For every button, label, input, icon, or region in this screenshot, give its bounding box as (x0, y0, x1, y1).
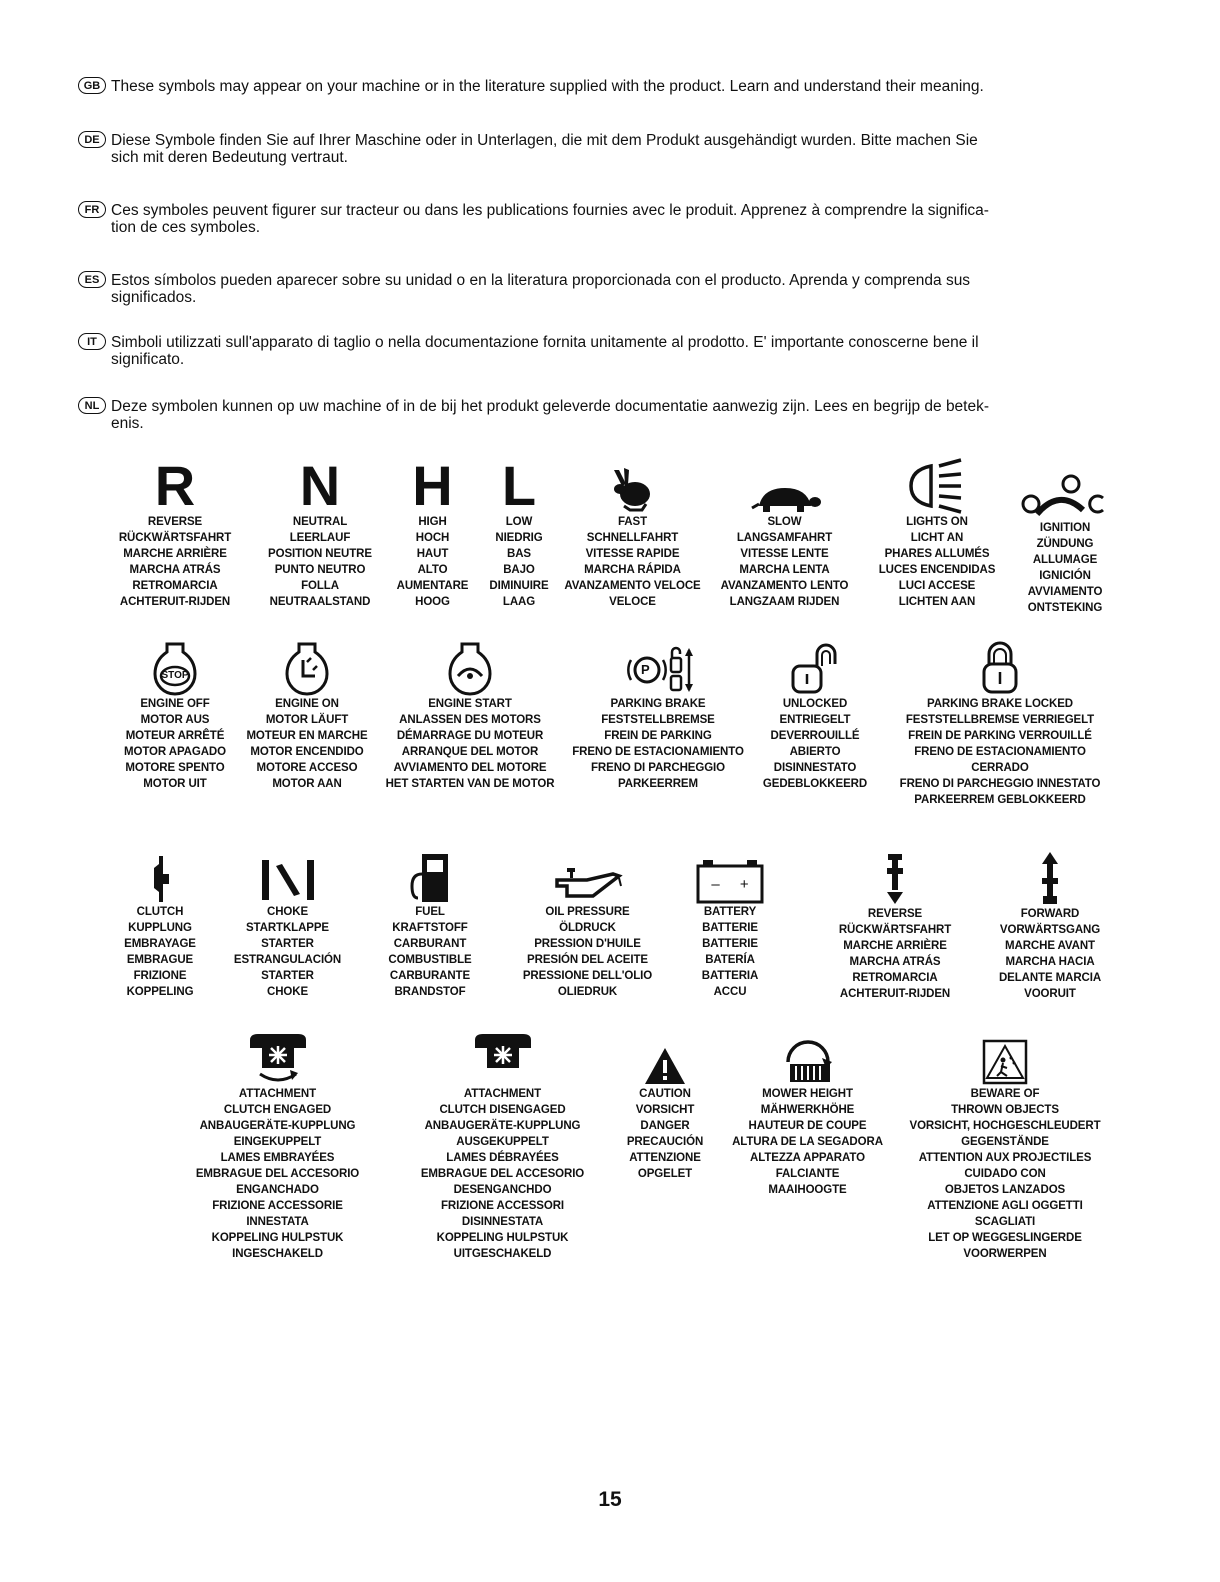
engine-start-icon (444, 640, 496, 696)
unlocked-icon (787, 640, 843, 696)
intro-text: Diese Symbole finden Sie auf Ihrer Maschine oder in Unterlagen, die mit dem Produkt ausgehändigt wurden. Bitte machen Sie (111, 132, 978, 149)
symbol-label: SLOW LANGSAMFAHRT VITESSE LENTE MARCHA LENTA AVANZAMENTO LENTO LANGZAAM RIJDEN (720, 516, 849, 608)
language-badge-nl: NL (78, 397, 106, 414)
mower-height-icon (778, 1034, 838, 1086)
fuel-icon (408, 852, 452, 904)
reverse-lever-icon (883, 850, 907, 906)
symbol-label: PARKING BRAKE LOCKED FESTSTELLBREMSE VERRIEGELT FREIN DE PARKING VERROUILLÉ FRENO DE ESTACIONAMIENTO CERRADO FRENO DI PARCHEGGIO INNESTATO PARKEERREM GEBLOKKEERD (899, 698, 1101, 806)
symbol-label: HIGH HOCH HAUT ALTO AUMENTARE HOOG (396, 516, 469, 608)
symbol-engine-off (110, 634, 240, 792)
ignition-icon (1019, 474, 1111, 520)
parking-p-text: P (641, 662, 650, 677)
choke-icon (258, 856, 318, 904)
headlight-icon (905, 456, 969, 514)
parking-brake-locked-icon (980, 640, 1020, 696)
intro-text-cont: tion de ces symboles. (111, 219, 261, 236)
symbol-label: ENGINE ON MOTOR LÄUFT MOTEUR EN MARCHE MOTOR ENCENDIDO MOTORE ACCESO MOTOR AAN (246, 698, 368, 790)
symbol-label: LIGHTS ON LICHT AN PHARES ALLUMÉS LUCES ENCENDIDAS LUCI ACCESE LICHTEN AAN (878, 516, 996, 608)
caution-icon (643, 1046, 687, 1086)
symbol-high (385, 452, 480, 610)
symbol-label: ENGINE START ANLASSEN DES MOTORS DÉMARRAGE DU MOTEUR ARRANQUE DEL MOTOR AVVIAMENTO DEL MOTORE HET STARTEN VAN DE MOTOR (385, 698, 555, 790)
symbol-fast (555, 452, 710, 610)
intro-nl (78, 398, 1138, 432)
symbol-reverse (100, 452, 250, 610)
language-badge-es: ES (78, 271, 106, 288)
symbol-label: ENGINE OFF MOTOR AUS MOTEUR ARRÊTÉ MOTOR APAGADO MOTORE SPENTO MOTOR UIT (124, 698, 226, 790)
intro-text: These symbols may appear on your machine or in the literature supplied with the product. Learn and understand their meaning. (111, 78, 984, 95)
symbol-label: ATTACHMENT CLUTCH DISENGAGED ANBAUGERÄTE-KUPPLUNG AUSGEKUPPELT LAMES DÉBRAYÉES EMBRAGUE DEL ACCESORIO DESENGANCHDO FRIZIONE ACCESSORI DISINNESTATA KOPPELING HULPSTUK UITGESCHAKELD (420, 1088, 585, 1260)
symbol-fuel (375, 842, 485, 1000)
symbol-label: FUEL KRAFTSTOFF CARBURANT COMBUSTIBLE CARBURANTE BRANDSTOF (388, 906, 472, 998)
symbol-label: LOW NIEDRIG BAS BAJO DIMINUIRE LAAG (489, 516, 549, 608)
symbol-reverse-lever (820, 844, 970, 1002)
symbol-label: FAST SCHNELLFAHRT VITESSE RAPIDE MARCHA RÁPIDA AVANZAMENTO VELOCE VELOCE (564, 516, 701, 608)
engine-on-icon (281, 640, 333, 696)
symbol-label: IGNITION ZÜNDUNG ALLUMAGE IGNICIÓN AVVIAMENTO ONTSTEKING (1027, 522, 1103, 614)
battery-terminals-text: – + (711, 876, 749, 893)
symbol-low (480, 452, 558, 610)
turtle-icon (749, 484, 821, 514)
language-badge-it: IT (78, 333, 106, 350)
symbol-forward-lever (985, 844, 1115, 1002)
intro-text-cont: significados. (111, 289, 197, 306)
symbol-slow (712, 452, 857, 610)
symbol-lights-on (862, 452, 1012, 610)
symbol-label: CAUTION VORSICHT DANGER PRECAUCIÓN ATTENZIONE OPGELET (626, 1088, 704, 1180)
attachment-disengaged-icon (471, 1030, 535, 1086)
symbol-label: OIL PRESSURE ÖLDRUCK PRESSION D'HUILE PRESIÓN DEL ACEITE PRESSIONE DELL'OLIO OLIEDRUK (522, 906, 653, 998)
intro-text-cont: significato. (111, 351, 185, 368)
intro-text: Deze symbolen kunnen op uw machine of in de bij het produkt geleverde documentatie aanwezig zijn. Lees en begrijp de betek- (111, 398, 990, 415)
language-badge-gb: GB (78, 77, 106, 94)
thrown-objects-icon (981, 1038, 1029, 1086)
symbol-label: CHOKE STARTKLAPPE STARTER ESTRANGULACIÓN STARTER CHOKE (233, 906, 342, 998)
symbol-unlocked (745, 634, 885, 792)
symbol-ignition (1010, 458, 1120, 616)
symbol-parking-brake (558, 634, 758, 792)
low-letter: L (501, 454, 537, 517)
symbol-label: NEUTRAL LEERLAUF POSITION NEUTRE PUNTO NEUTRO FOLLA NEUTRAALSTAND (268, 516, 372, 608)
symbol-battery (680, 842, 780, 1000)
symbol-label: MOWER HEIGHT MÄHWERKHÖHE HAUTEUR DE COUPE ALTURA DE LA SEGADORA ALTEZZA APPARATO FALCIANTE MAAIHOOGTE (732, 1088, 883, 1196)
engine-off-icon (149, 640, 201, 696)
symbol-mower-height (715, 1024, 900, 1198)
high-letter: H (412, 454, 453, 517)
battery-icon (695, 858, 765, 904)
reverse-letter: R (154, 454, 196, 517)
symbol-label: REVERSE RÜCKWÄRTSFAHRT MARCHE ARRIÈRE MARCHA ATRÁS RETROMARCIA ACHTERUIT-RIJDEN (118, 516, 232, 608)
intro-es (78, 272, 1138, 306)
intro-text: Estos símbolos pueden aparecer sobre su unidad o en la literatura proporcionada con el producto. Aprenda y comprenda sus (111, 272, 971, 289)
symbol-label: BEWARE OF THROWN OBJECTS VORSICHT, HOCHGESCHLEUDERT GEGENSTÄNDE ATTENTION AUX PROJECTILES CUIDADO CON OBJETOS LANZADOS ATTENZIONE AGLI OGGETTI SCAGLIATI LET OP WEGGESLINGERDE VOORWERPEN (909, 1088, 1101, 1260)
symbol-engine-on (237, 634, 377, 792)
intro-text: Simboli utilizzati sull'apparato di taglio o nella documentazione fornita unitamente al prodotto. E' importante conoscerne bene il (111, 334, 979, 351)
clutch-icon (148, 854, 172, 904)
symbol-attachment-disengaged (405, 1024, 600, 1262)
symbol-label: BATTERY BATTERIE BATTERIE BATERÍA BATTERIA ACCU (701, 906, 759, 998)
symbol-label: PARKING BRAKE FESTSTELLBREMSE FREIN DE PARKING FRENO DE ESTACIONAMIENTO FRENO DI PARCHEGGIO PARKEERREM (572, 698, 744, 790)
forward-lever-icon (1038, 850, 1062, 906)
symbol-engine-start (370, 634, 570, 792)
symbol-caution (615, 1024, 715, 1182)
oil-pressure-icon (553, 864, 623, 904)
symbol-label: FORWARD VORWÄRTSGANG MARCHE AVANT MARCHA HACIA DELANTE MARCIA VOORUIT (998, 908, 1102, 1000)
symbol-label: ATTACHMENT CLUTCH ENGAGED ANBAUGERÄTE-KUPPLUNG EINGEKUPPELT LAMES EMBRAYÉES EMBRAGUE DEL ACCESORIO ENGANCHADO FRIZIONE ACCESSORIE INNESTATA KOPPELING HULPSTUK INGESCHAKELD (195, 1088, 360, 1260)
page-number: 15 (598, 1488, 622, 1511)
intro-gb (78, 78, 1138, 95)
symbol-parking-brake-locked (885, 634, 1115, 808)
intro-it (78, 334, 1138, 368)
symbol-neutral (255, 452, 385, 610)
symbol-label: CLUTCH KUPPLUNG EMBRAYAGE EMBRAGUE FRIZIONE KOPPELING (124, 906, 196, 998)
symbol-thrown-objects (895, 1024, 1115, 1262)
intro-text-cont: sich mit deren Bedeutung vertraut. (111, 149, 348, 166)
intro-text-cont: enis. (111, 415, 144, 432)
intro-de (78, 132, 1138, 166)
language-badge-de: DE (78, 131, 106, 148)
symbol-oil-pressure (505, 842, 670, 1000)
symbol-choke (220, 842, 355, 1000)
symbol-label: REVERSE RÜCKWÄRTSFAHRT MARCHE ARRIÈRE MARCHA ATRÁS RETROMARCIA ACHTERUIT-RIJDEN (838, 908, 952, 1000)
symbol-clutch (105, 842, 215, 1000)
stop-text: STOP (161, 670, 189, 681)
symbol-label: UNLOCKED ENTRIEGELT DEVERROUILLÉ ABIERTO DISINNESTATO GEDEBLOKKEERD (762, 698, 868, 790)
neutral-letter: N (299, 454, 341, 517)
attachment-engaged-icon (246, 1030, 310, 1086)
parking-brake-icon (621, 640, 695, 696)
language-badge-fr: FR (78, 201, 106, 218)
intro-text: Ces symboles peuvent figurer sur tracteur ou dans les publications fournies avec le produit. Apprenez à comprendre la significa- (111, 202, 989, 219)
intro-fr (78, 202, 1138, 236)
symbol-attachment-engaged (180, 1024, 375, 1262)
rabbit-icon (608, 464, 658, 514)
